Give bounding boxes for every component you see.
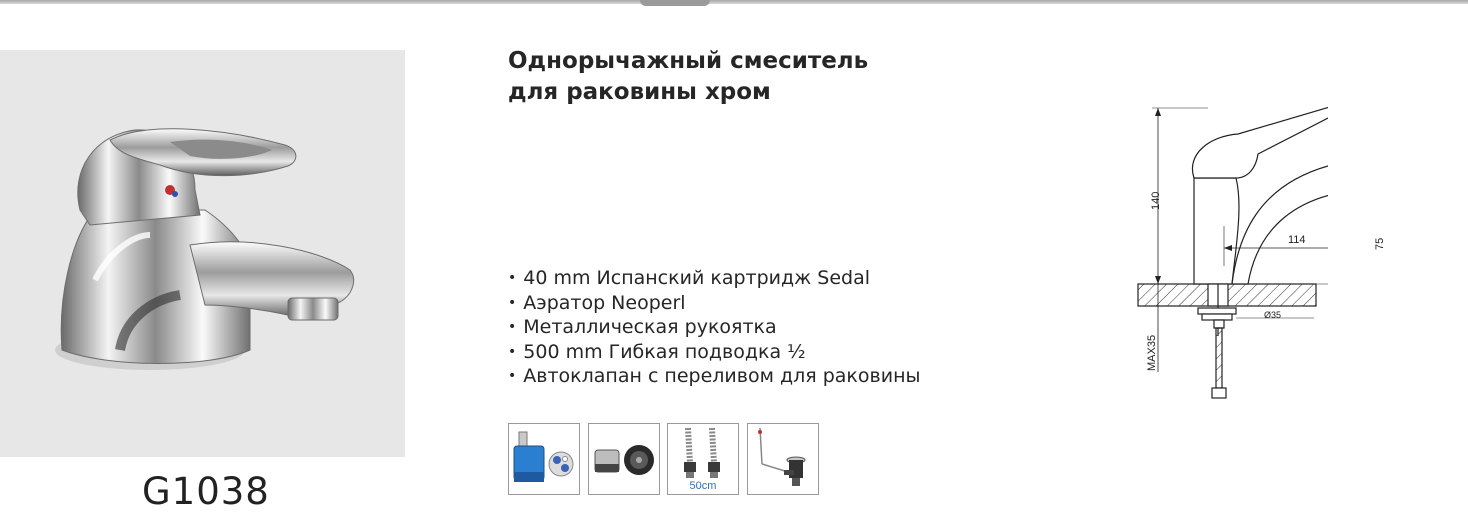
- top-border-notch: [640, 0, 710, 6]
- thumbnail-drain: [747, 423, 819, 495]
- feature-item: • Аэратор Neoperl: [508, 291, 921, 316]
- faucet-image: [0, 50, 405, 457]
- thumbnail-hose: [667, 423, 739, 495]
- title-line-1: Однорычажный смеситель: [508, 48, 869, 74]
- title-line-2: для раковины хром: [508, 79, 771, 105]
- dimension-hole-diameter: Ø35: [1264, 310, 1282, 320]
- feature-item: • 40 mm Испанский картридж Sedal: [508, 266, 921, 291]
- feature-item: • Металлическая рукоятка: [508, 315, 921, 340]
- drain-valve-icon: [748, 424, 818, 494]
- thumbnail-aerator: [588, 423, 660, 495]
- model-code: G1038: [142, 470, 270, 513]
- dimension-max-deck: MAX35: [1146, 334, 1158, 371]
- faucet-dimension-diagram: [1128, 96, 1328, 406]
- aerator-icon: [589, 424, 659, 494]
- feature-item: • Автоклапан с переливом для раковины: [508, 364, 921, 389]
- feature-list: [508, 266, 921, 389]
- product-photo: [0, 50, 405, 457]
- thumbnail-cartridge: [508, 423, 580, 495]
- cartridge-icon: [509, 424, 579, 494]
- hose-length-label: 50cm: [689, 480, 717, 492]
- dimension-height-total: 140: [1150, 191, 1162, 210]
- top-border: [0, 0, 1468, 4]
- feature-item: • 500 mm Гибкая подводка ½: [508, 340, 921, 365]
- dimension-spout-height: 75: [1374, 237, 1386, 250]
- dimension-spout-reach: 114: [1288, 234, 1306, 246]
- product-title: [508, 46, 928, 108]
- technical-drawing: [1128, 96, 1386, 410]
